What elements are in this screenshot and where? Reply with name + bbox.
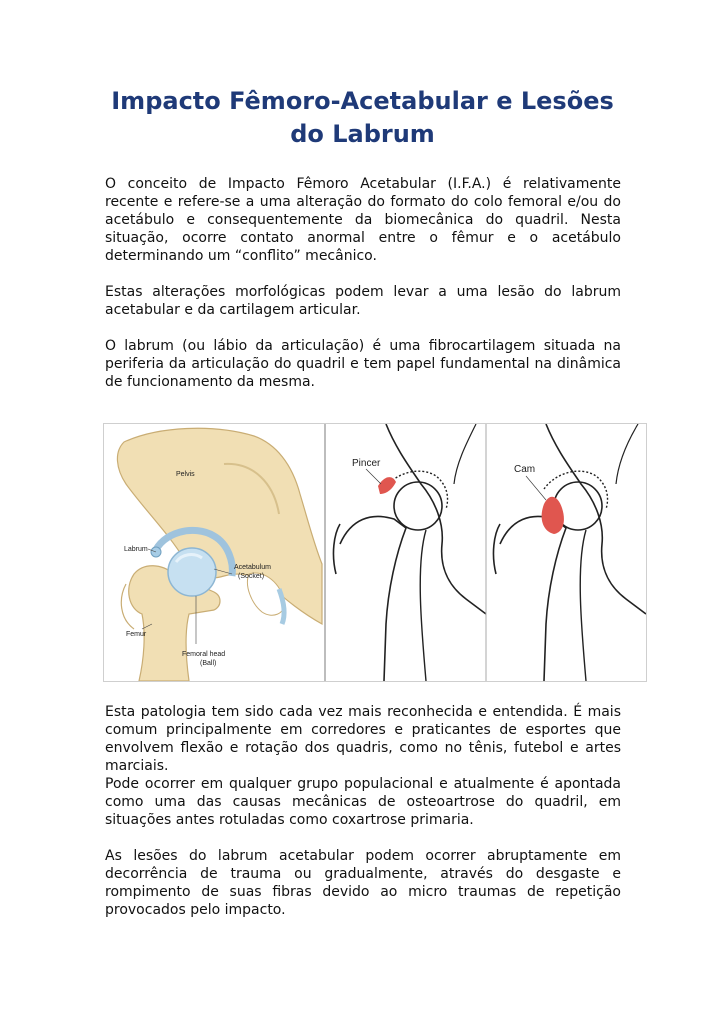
- pincer-femur: [333, 516, 406, 681]
- pincer-hip: [333, 424, 486, 681]
- hip-anatomy-figure: [103, 423, 647, 682]
- label-labrum: Labrum: [124, 546, 148, 553]
- label-pelvis: Pelvis: [176, 471, 195, 478]
- paragraph-labrum-definition: O labrum (ou lábio da articulação) é uma fibrocartilagem situada na periferia da articulação do quadril e tem papel fundamental na dinâmica de funcionamento da mesma.: [105, 338, 621, 390]
- cam-hip: [493, 424, 646, 681]
- label-pincer: Pincer: [352, 458, 381, 469]
- page-title: Impacto Fêmoro-Acetabular e Lesões do Labrum: [111, 87, 614, 148]
- cam-femur: [493, 516, 566, 681]
- pincer-lesion: [378, 477, 396, 494]
- hip-joint-drawing: [104, 424, 324, 681]
- label-acetabulum: Acetabulum: [234, 564, 271, 571]
- hip-anatomy-illustration: [104, 424, 324, 681]
- label-ball: (Ball): [200, 660, 217, 667]
- paragraph-pathology-recognition: Esta patologia tem sido cada vez mais reconhecida e entendida. É mais comum principalmente em corredores e praticantes de esportes que envolvem flexão e rotação dos quadris, como no tênis, futebol e artes marciais.: [105, 704, 621, 774]
- pincer-cam-drawing: [326, 424, 646, 681]
- paragraph-labrum-lesions: As lesões do labrum acetabular podem ocorrer abruptamente em decorrência de trauma ou gradualmente, através do desgaste e rompimento de suas fibras devido ao micro traumas de repetição provocados pelo impacto.: [105, 848, 621, 918]
- paragraph-ifa-concept: O conceito de Impacto Fêmoro Acetabular (I.F.A.) é relativamente recente e refere-se a uma alteração do formato do colo femoral e/ou do acetábulo e consequentemente da biomecânica do quadril. Nesta situação, ocorre contato anormal entre o fêmur e o acetábulo determinando um “conflito” mecânico.: [105, 176, 621, 264]
- paragraph-morphologic-changes: Estas alterações morfológicas podem levar a uma lesão do labrum acetabular e da cartilagem articular.: [105, 284, 621, 318]
- impingement-types-illustration: [326, 424, 646, 681]
- paragraph-population-osteoarthritis: Pode ocorrer em qualquer grupo populacional e atualmente é apontada como uma das causas mecânicas de osteoartrose do quadril, em situações antes rotuladas como coxartrose primaria.: [105, 776, 621, 828]
- cam-lesion: [542, 497, 564, 534]
- label-socket: (Socket): [238, 573, 265, 580]
- label-femoral-head: Femoral head: [182, 651, 226, 658]
- label-cam: Cam: [514, 464, 536, 475]
- label-femur: Femur: [126, 631, 147, 638]
